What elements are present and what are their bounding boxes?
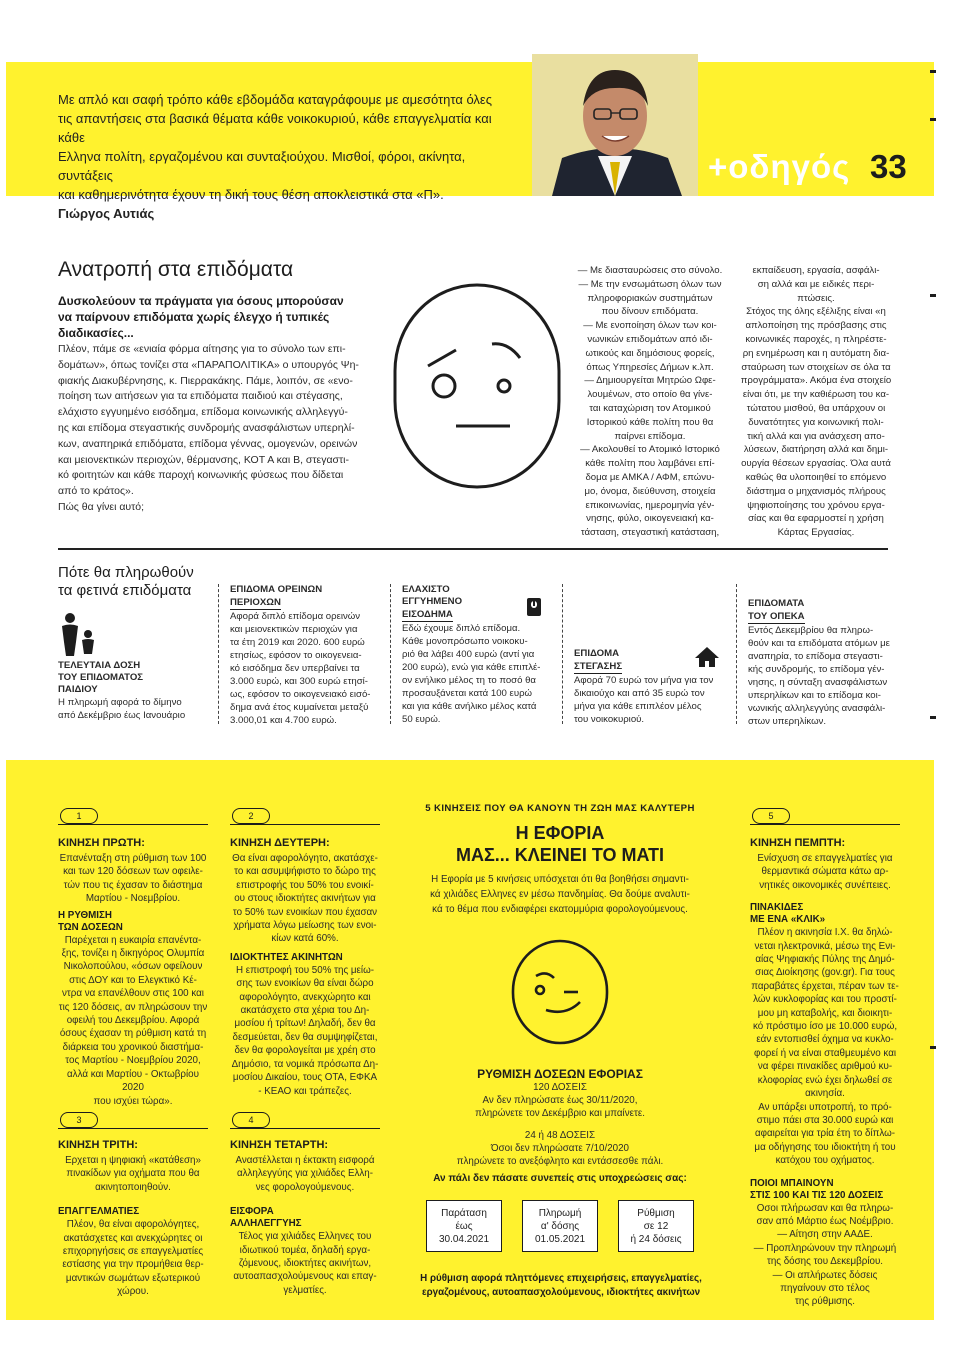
move-number-badge: 5 <box>752 808 790 824</box>
author-portrait <box>532 54 698 196</box>
column-separator <box>390 584 391 724</box>
body-line: Πλέον, πάμε σε «ενιαία φόρμα αίτησης για το σύνολο των επι- <box>58 343 346 355</box>
article-lead <box>58 293 374 341</box>
margin-mark <box>930 294 936 297</box>
header-intro <box>58 90 520 223</box>
move-number-badge: 3 <box>60 1112 98 1128</box>
body-line: από το κράτος». <box>58 485 134 498</box>
winking-face-icon <box>510 938 610 1046</box>
settlement-box: Ρύθμιση σε 12 ή 24 δόσεις <box>618 1200 694 1252</box>
move-4: ΚΙΝΗΣΗ ΤΕΤΑΡΤΗ: Αναστέλλεται η έκτακτη εισφορά αλληλεγγύης για χιλιάδες Ελλη- νες φορολογούμενους. ΕΙΣΦΟΡΑ ΑΛΛΗΛΕΓΓΥΗΣ Τέλος για χιλιάδες Ελληνες του ιδιωτικού τομέα, δηλαδή εργα- ζόμενους, ιδιοκτήτες ακινήτων, αυτοαπασχολούμενους και επαγ- γελματίες. <box>230 1128 380 1297</box>
feature-intro: Η Εφορία με 5 κινήσεις υπόσχεται ότι θα βοηθήσει σημαντι- κά χιλιάδες Ελληνες εν μέσω πανδημίας. Θα δούμε αναλυτι- κά το θέμα που ενδιαφέρει εκατομμύρια φορολογούμενους. <box>430 874 690 915</box>
lead-line: διαδικασίες... <box>58 326 134 340</box>
payment-opeka: ΕΠΙΔΟΜΑΤΑ ΤΟΥ ΟΠΕΚΑ Εντός Δεκεμβρίου θα πληρω- θούν και τα επιδόματα ατόμων με αναπηρία, το επίδομα στεγαστι- κής συνδρομής, το επίδομα γέν- νησης, η σύνταξη ανασφάλιστων υπερηλίκων και το επίδομα κοι- νωνικής αλληλεγγύης ανασφάλι- στων υπερηλίκων. <box>748 598 890 727</box>
intro-line: Ελληνα πολίτη, εργαζομένου και συνταξιούχου. Μισθοί, φόροι, ακίνητα, συντάξεις <box>58 149 466 183</box>
house-icon <box>694 646 720 668</box>
body-line: Πώς θα γίνει αυτό; <box>58 500 145 513</box>
installments-condition: Αν πάλι δεν πάσατε συνεπείς στις υποχρεώσεις σας: <box>433 1173 687 1184</box>
first-payment-box: Πληρωμή α' δόσης 01.05.2021 <box>522 1200 598 1252</box>
move-3: ΚΙΝΗΣΗ ΤΡΙΤΗ: Ερχεται η ψηφιακή «κατάθεση» πινακίδων για οχήματα που θα ακινητοποιηθούν. ΕΠΑΓΓΕΛΜΑΤΙΕΣ Πλέον, θα είναι αφορολόγητες, ακατάσχετες και ανεκχώρητες οι επιχορηγήσεις σε επαγγελματίες εστίασης για την προμήθεια θερ- μαντικών σωμάτων εξωτερικού χώρου. <box>58 1128 208 1299</box>
payment-minimum-income: ΕΛΑΧΙΣΤΟ ΕΓΓΥΗΜΕΝΟ ΕΙΣΟΔΗΜΑ Εδώ έχουμε διπλό επίδομα. Κάθε μονοπρόσωπο νοικοκυ- ριό θα λάβει 400 ευρώ (αντί για 200 ευρώ), ενώ για κάθε επιπλέ- ον ενήλικο μέλος τη το ποσό θα προσαυξάνεται κατά 100 ευρώ και για κάθε ανήλικο μέλος κατά 50 ευρώ. <box>402 584 541 725</box>
wallet-icon <box>526 597 542 617</box>
extension-box: Παράταση έως 30.04.2021 <box>426 1200 502 1252</box>
lead-line: να παίρνουν επιδόματα χωρίς έλεγχο ή τυπικές <box>58 310 330 324</box>
move-2: ΚΙΝΗΣΗ ΔΕΥΤΕΡΗ: Θα είναι αφορολόγητο, ακατάσχε- το και ασυμψήφιστο το δώρο της επιστροφής του 50% του ενοικί- ου στους ιδιοκτήτες ακινήτων για το 50% των ενοικίων που έχασαν χρήματα λόγω μείωσης των ενοι- κίων κατά 60%. ΙΔΙΟΚΤΗΤΕΣ ΑΚΙΝΗΤΩΝ Η επιστροφή του 50% της μείω- σης των ενοικίων θα είναι δώρο αφορολόγητο, ανεκχώρητο και ακατάσχετο στα χέρια του Δη- μοσίου ή τρίτων! Δηλαδή, δεν θα δεσμεύεται, δεν θα συμψηφίζεται, δεν θα φορολογείται με χρέη στο Δημόσιο, τα νομικά πρόσωπα Δη- μοσίου Δικαίου, τους ΟΤΑ, ΕΦΚΑ - ΚΕΑΟ και τράπεζες. <box>230 824 380 1098</box>
body-line: φιακής Διακυβέρνησης, κ. Πιερρακάκης. Πάμε, λοιπόν, σε «ενο- <box>58 374 353 387</box>
column-separator <box>562 584 563 724</box>
payments-title: Πότε θα πληρωθούν τα φετινά επιδόματα <box>58 564 194 599</box>
column-separator <box>218 584 219 724</box>
payment-housing: ΕΠΙΔΟΜΑ ΣΤΕΓΑΣΗΣ Αφορά 70 ευρώ τον μήνα για τον δικαιούχο και από 35 ευρώ τον μήνα για κάθε επιπλέον μέλος του νοικοκυριού. <box>574 648 714 725</box>
author-name: Γιώργος Αυτιάς <box>58 206 155 221</box>
body-line: ελάχιστο εγγυημένο εισόδημα, επίδομα κοινωνικής αλληλεγγύ- <box>58 406 348 419</box>
payment-mountain-areas: ΕΠΙΔΟΜΑ ΟΡΕΙΝΩΝ ΠΕΡΙΟΧΩΝ Αφορά διπλό επίδομα ορεινών και μειονεκτικών περιοχών για τα έτη 2019 και 2020. 600 ευρώ ετησίως, εφόσον το οικογενεια- κό εισόδημα δεν υπερβαίνει τα 3.000 ευρώ, και 300 ευρώ ετησί- ως, εφόσον το οικογενειακό εισό- δημα ανά έτος κυμαίνεται μεταξύ 3.000,01 και 4.700 ευρώ. <box>230 584 371 726</box>
body-line: κων, αναπηρικά επιδόματα, επίδομα γέννας, ομογενών, ορεινών <box>58 437 358 450</box>
body-line: κό φοιτητών και κάθε παροχή κοινωνικής φύσεως που δίδεται <box>58 469 344 482</box>
article-column-3: εκπαίδευση, εργασία, ασφάλι- ση αλλά και με ειδικές περι- πτώσεις. Στόχος της όλης εξέλιξης είναι «η απλοποίηση της πρόσβασης στις κοινωνικές παροχές, η πληρέστε- ρη ενημέρωση και η αυτόματη δια- σταύρωση των στοιχείων σε όλα τα προγράμματα». Ακόμα ένα στοιχείο είναι ότι, με την καθιέρωση του κα- τώτατου μισθού, θα υπάρχουν οι δυνατότητες για κοινωνική πολι- τική αλλά και για ανάσχεση απο- λύσεων, διατήρηση αλλά και δημι- ουργία θέσεων εργασίας. Όλα αυτά καθώς θα υλοποιηθεί το επόμενο διάστημα ο μηχανισμός πλήρους ψηφιοποίησης του χρόνου εργα- σίας και θα εφαρμοστεί η χρήση Κάρτας Εργασίας. <box>740 265 892 539</box>
section-label: +οδηγός <box>708 148 851 185</box>
intro-line: Με απλό και σαφή τρόπο κάθε εβδομάδα καταγράφουμε με αμεσότητα όλες <box>58 92 492 107</box>
move-number-badge: 1 <box>60 808 98 824</box>
margin-mark <box>930 716 936 719</box>
payment-child-benefit: ΤΕΛΕΥΤΑΙΑ ΔΟΣΗ ΤΟΥ ΕΠΙΔΟΜΑΤΟΣ ΠΑΙΔΙΟΥ Η πληρωμή αφορά το δίμηνο από Δεκέμβριο έως Ιανουάριο <box>58 660 186 721</box>
move-number-badge: 2 <box>232 808 270 824</box>
worried-face-icon <box>392 282 562 490</box>
article-title: Ανατροπή στα επιδόματα <box>58 258 294 281</box>
body-line: ης και επίδομα στεγαστικής συνδρομής ανασφάλιστων υπερηλί- <box>58 421 355 434</box>
margin-mark <box>930 70 936 73</box>
installments-title: ΡΥΘΜΙΣΗ ΔΟΣΕΩΝ ΕΦΟΡΙΑΣ <box>477 1067 643 1081</box>
body-line: ποίηση των αιτήσεων για τα επιδόματα παιδιού και στέγασης, <box>58 390 343 403</box>
body-line: δομάτων», όπως τονίζει στα «ΠΑΡΑΠΟΛΙΤΙΚΑ» ο υπουργός Ψη- <box>58 358 359 371</box>
feature-footnote: Η ρύθμιση αφορά πληττόμενες επιχειρήσεις, επαγγελματίες, εργαζομένους, αυτοαπασχολούμενους, ιδιοκτήτες ακινήτων <box>420 1273 702 1298</box>
article-body <box>58 342 376 516</box>
feature-kicker: 5 ΚΙΝΗΣΕΙΣ ΠΟΥ ΘΑ ΚΑΝΟΥΝ ΤΗ ΖΩΗ ΜΑΣ ΚΑΛΥΤΕΡΗ <box>425 803 695 814</box>
lead-line: Δυσκολεύουν τα πράγματα για όσους μπορούσαν <box>58 294 344 308</box>
column-separator <box>736 584 737 724</box>
feature-title: Η ΕΦΟΡΙΑ ΜΑΣ... ΚΛΕΙΝΕΙ ΤΟ ΜΑΤΙ <box>456 823 664 865</box>
section-divider <box>58 548 888 550</box>
parent-child-icon <box>58 612 98 656</box>
margin-mark <box>930 1046 936 1049</box>
move-1: ΚΙΝΗΣΗ ΠΡΩΤΗ: Επανένταξη στη ρύθμιση των 100 και των 120 δόσεων των οφειλε- τών που τις έχασαν το διάστημα Μαρτίου - Νοεμβρίου. Η ΡΥΘΜΙΣΗ ΤΩΝ ΔΟΣΕΩΝ Παρέχεται η ευκαιρία επανέντα- ξης, τονίζει η δικηγόρος Ολυμπία Νικολοπούλου, «όσων οφείλουν στις ΔΟΥ και το Ελεγκτικό Κέ- ντρα να επανέλθουν στις 100 και τις 120 δόσεις, αν πληρώσουν την οφειλή του Δεκεμβρίου. Αφορά όσους έχασαν τη ρύθμιση κατά τη διάρκεια του χρονικού διαστήμα- τος Μαρτίου - Νοεμβρίου 2020, αλλά και Μαρτίου - Οκτωβρίου 2020 που ισχύει τώρα». <box>58 824 208 1108</box>
body-line: και μειονεκτικών περιοχών, θέρμανσης, ΚΟΤ Α και Β, στεγαστι- <box>58 453 349 466</box>
move-5: ΚΙΝΗΣΗ ΠΕΜΠΤΗ: Ενίσχυση σε επαγγελματίες για θερμαντικά σώματα κάτω αρ- νητικές οικονομικές συνέπειες. ΠΙΝΑΚΙΔΕΣ ΜΕ ΕΝΑ «ΚΛΙΚ» Πλέον η ακινησία Ι.Χ. θα δηλώ- νεται ηλεκτρονικά, μέσω της Ενι- αίας Ψηφιακής Πύλης της Δημό- σιας Διοίκησης (gov.gr). Για τους παραβάτες έρχεται, πέραν των τε- λών κυκλοφορίας και του προστί- μου μη καταβολής, και διοικητι- κό πρόστιμο ίσο με 10.000 ευρώ, εάν εντοπισθεί όχημα να κυκλο- φορεί ή να είναι σταθμευμένο και να φέρει πινακίδες αριθμού κυ- κλοφορίας ενώ έχει δηλωθεί σε ακινησία. Αν υπάρξει υποτροπή, το πρό- στιμο πάει στα 30.000 ευρώ και αφαιρείται για τρία έτη το δίπλω- μα οδήγησης του ιδιοκτήτη ή του κατόχου του οχήματος. ΠΟΙΟΙ ΜΠΑΙΝΟΥΝ ΣΤΙΣ 100 ΚΑΙ ΤΙΣ 120 ΔΟΣΕΙΣ Οσοι πλήρωσαν και θα πληρω- σαν από Μάρτιο έως Νοέμβριο. — Αίτηση στην ΑΑΔΕ. — Προπληρώνουν την πληρωμή της δόσης του Δεκεμβρίου. — Οι απλήρωτες δόσεις πηγαίνουν στο τέλος της ρύθμισης. <box>750 824 900 1309</box>
move-number-badge: 4 <box>232 1112 270 1128</box>
intro-line: και καθημερινότητα έχουν τη δική τους θέση αποκλειστικά στα «Π». <box>58 187 444 202</box>
intro-line: τις απαντήσεις στα βασικά θέματα κάθε νοικοκυριού, κάθε επαγγελματία και κάθε <box>58 111 492 145</box>
article-column-2: — Με διασταυρώσεις στο σύνολο. — Με την ενσωμάτωση όλων των πληροφοριακών συστημάτων που δίνουν επιδόματα. — Με ενοποίηση όλων των κοι- νωνικών επιδομάτων από ιδι- ωτικούς και δημόσιους φορείς, όπως Υπηρεσίες Δήμων κ.λπ. — Δημιουργείται Μητρώο Ωφε- λουμένων, στο οποίο θα γίνε- ται καταχώριση τον Ατομικού Ιστορικού κάθε πολίτη που θα παίρνει επίδομα. — Ακολουθεί το Ατομικό Ιστορικό κάθε πολίτη που λαμβάνει επί- δομα με ΑΜΚΑ / ΑΦΜ, επώνυ- μο, όνομα, διεύθυνση, στοιχεία επικοινωνίας, ημερομηνία γέν- νησης, φύλο, οικογενειακή κα- τάσταση, στεγαστική κατάσταση, <box>577 265 723 539</box>
page-number: 33 <box>870 148 907 185</box>
margin-mark <box>930 118 936 121</box>
installments-details: 120 ΔΟΣΕΙΣ Αν δεν πληρώσατε έως 30/11/2020, πληρώνετε τον Δεκέμβριο και μπαίνετε. 24 ή 48 ΔΟΣΕΙΣ Όσοι δεν πληρώσατε 7/10/2020 πληρώνετε το ανεξόφλητο και εντάσσεσθε πάλι. <box>456 1082 664 1168</box>
